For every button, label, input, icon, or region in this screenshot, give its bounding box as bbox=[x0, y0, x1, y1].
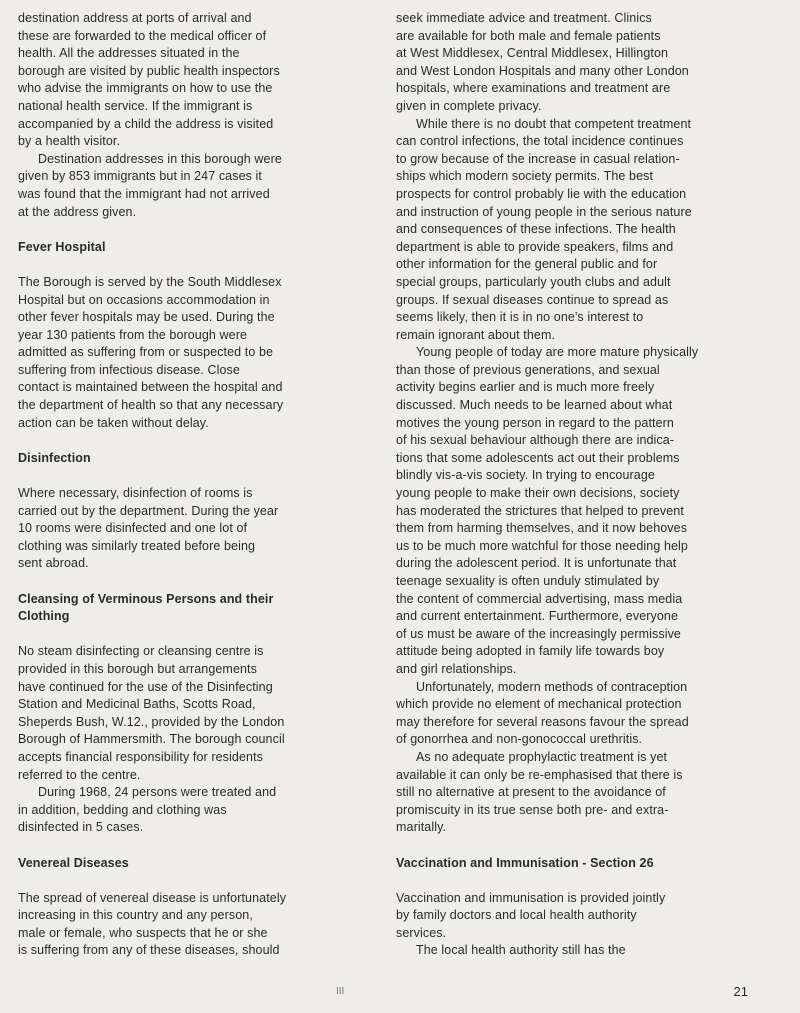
paragraph: Young people of today are more mature physically than those of previous generations, and sexual activity begins earlier and is much more freely discussed. Much needs to be learned about what motives the young person in regard to the pattern of his sexual behaviour although there are indica- tions that some adolescents act out their problems blindly vis-a-vis society. In trying to encourage young people to make their own decisions, society has moderated the strictures that helped to prevent them from harming themselves, and it now behoves us to be much more watchful for those needing help during the adolescent period. It is unfortunate that teenage sexuality is often unduly stimulated by the content of commercial advertising, mass media and current entertainment. Furthermore, everyone of us must be aware of the increasingly permissive attitude being adopted in family life towards boy and girl relationships. bbox=[396, 345, 699, 676]
paragraph: Where necessary, disinfection of rooms is carried out by the department. During the year 10 rooms were disinfected and one lot of clothing was similarly treated before being sent abroad. bbox=[18, 486, 279, 571]
paragraph: No steam disinfecting or cleansing centre is provided in this borough but arrangements have continued for the use of the Disinfecting Station and Medicinal Baths, Scotts Road, Sheperds Bush, W.12., provided by the London Borough of Hammersmith. The borough council accepts financial responsibility for residents referred to the centre. bbox=[18, 644, 285, 782]
section-heading-vaccination: Vaccination and Immunisation - Section 26 bbox=[396, 855, 654, 870]
section-heading-fever-hospital: Fever Hospital bbox=[18, 239, 106, 254]
paragraph: The local health authority still has the bbox=[416, 943, 626, 958]
paragraph: During 1968, 24 persons were treated and in addition, bedding and clothing was disinfected in 5 cases. bbox=[18, 785, 277, 835]
paragraph: destination address at ports of arrival and these are forwarded to the medical officer of health. All the addresses situated in the borough are visited by public health inspectors who advise the immigrants on how to use the national health service. If the immigrant is accompanied by a child the address is visited by a health visitor. bbox=[18, 11, 280, 149]
paragraph: The Borough is served by the South Middlesex Hospital but on occasions accommodation in other fever hospitals may be used. During the year 130 patients from the borough were admitted as suffering from or suspected to be suffering from infectious disease. Close contact is maintained between the hospital and the department of health so that any necessary action can be taken without delay. bbox=[18, 274, 284, 430]
paragraph: Vaccination and immunisation is provided jointly by family doctors and local health authority services. bbox=[396, 890, 666, 940]
paragraph: Unfortunately, modern methods of contraception which provide no element of mechanical protection may therefore for several reasons favour the spread of gonorrhea and non-gonococcal urethritis. bbox=[396, 679, 689, 747]
footer-mark: III bbox=[336, 986, 345, 997]
paragraph: The spread of venereal disease is unfortunately increasing in this country and any person, male or female, who suspects that he or she is suffering from any of these diseases, should bbox=[18, 890, 287, 958]
left-column bbox=[18, 10, 370, 960]
section-heading-disinfection: Disinfection bbox=[18, 450, 91, 465]
page-number: 21 bbox=[733, 984, 748, 999]
paragraph: While there is no doubt that competent treatment can control infections, the total incidence continues to grow because of the increase in casual relation- ships which modern society permits. The best prospects for control probably lie with the education and instruction of young people in the serious nature and consequences of these infections. The health department is able to provide speakers, films and other information for the general public and for special groups, particularly youth clubs and adult groups. If sexual diseases continue to spread as seems likely, then it is in no one's interest to remain ignorant about them. bbox=[396, 116, 692, 342]
right-column bbox=[396, 10, 786, 960]
section-heading-cleansing: Cleansing of Verminous Persons and their Clothing bbox=[18, 591, 274, 624]
paragraph: As no adequate prophylactic treatment is yet available it can only be re-emphasised that there is still no alternative at present to the avoidance of promiscuity in its true sense both pre- and extra- maritally. bbox=[396, 749, 683, 835]
section-heading-venereal-diseases: Venereal Diseases bbox=[18, 855, 129, 870]
paragraph: Destination addresses in this borough were given by 853 immigrants but in 247 cases it was found that the immigrant had not arrived at the address given. bbox=[18, 151, 282, 219]
paragraph: seek immediate advice and treatment. Clinics are available for both male and female patients at West Middlesex, Central Middlesex, Hillington and West London Hospitals and many other London hospitals, where examinations and treatment are given in complete privacy. bbox=[396, 11, 689, 113]
